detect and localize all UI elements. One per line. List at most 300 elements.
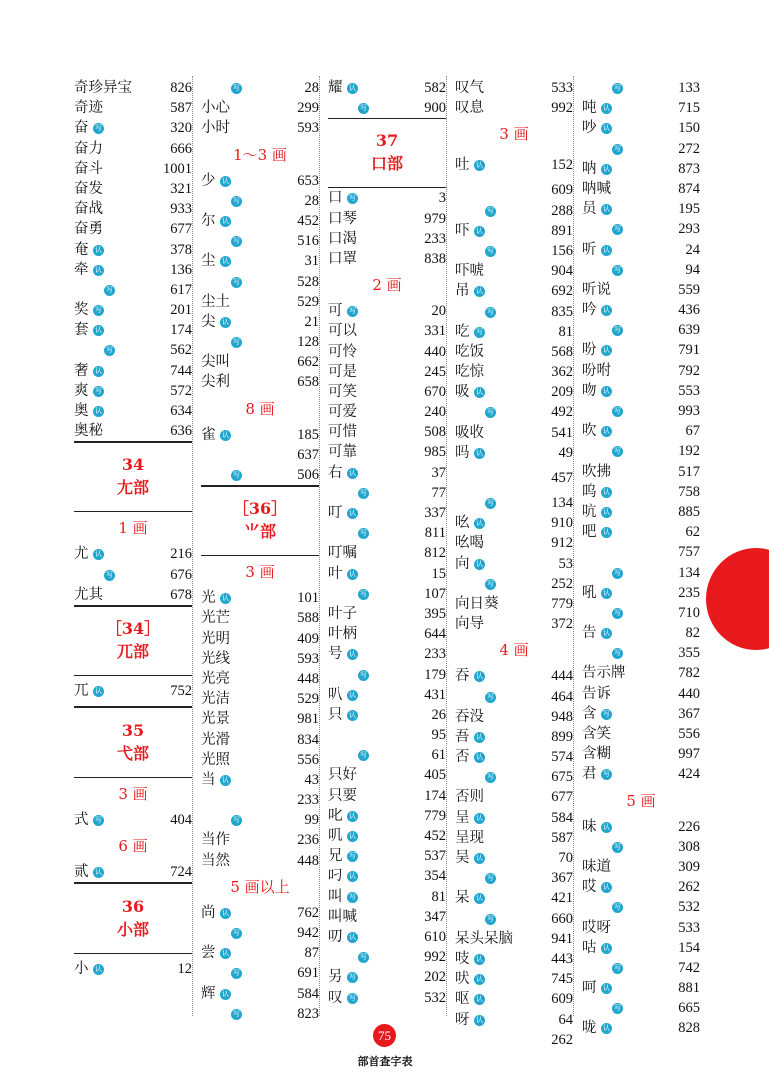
entry-page-number: 834 (297, 731, 319, 748)
entry-page-number: 562 (170, 342, 192, 359)
index-entry (582, 764, 700, 784)
entry-word: 叽 (328, 828, 343, 844)
index-entry (328, 382, 446, 402)
read-badge: 认 (603, 822, 610, 831)
entry-page-number: 152 (551, 157, 573, 174)
entry-word: 尖利 (201, 374, 230, 391)
index-entry (74, 544, 192, 564)
entry-word: 光芒 (201, 610, 230, 627)
write-badge: 写 (614, 407, 621, 415)
entry-page-number: 609 (551, 182, 573, 199)
index-entry (455, 221, 573, 241)
index-entry (455, 443, 573, 463)
index-entry (582, 219, 700, 239)
index-entry (74, 340, 192, 360)
index-entry (74, 78, 192, 98)
entry-page-number: 53 (558, 555, 573, 572)
radical-name: 口部 (370, 154, 403, 174)
index-entry (328, 422, 446, 442)
entry-word: 奋力 (74, 140, 103, 157)
entry-page-number: 692 (551, 283, 573, 300)
entry-word: 可 (328, 303, 343, 320)
read-badge: 认 (222, 989, 229, 998)
read-badge: 认 (222, 949, 229, 958)
index-entry (328, 229, 446, 249)
entry-page-number: 245 (424, 363, 446, 380)
entry-page-number: 308 (678, 838, 700, 855)
entry-page-number: 235 (678, 584, 700, 601)
entry-word: 奥 (74, 403, 89, 419)
index-entry (201, 984, 319, 1004)
write-badge: 写 (95, 386, 102, 395)
entry-page-number: 529 (297, 293, 319, 310)
index-entry (201, 810, 319, 830)
entry-word: 可靠 (328, 444, 357, 461)
entry-page-number: 873 (678, 160, 700, 177)
entry-page-number: 21 (304, 313, 319, 330)
entry-word: 尤 (74, 546, 89, 563)
write-badge: 写 (233, 471, 240, 479)
index-entry (582, 199, 700, 219)
entry-page-number: 409 (297, 630, 319, 647)
index-entry (328, 402, 446, 422)
entry-page-number: 405 (424, 767, 446, 784)
read-badge: 认 (95, 550, 102, 559)
entry-page-number: 910 (551, 515, 573, 532)
index-entry (582, 744, 700, 764)
index-entry (201, 669, 319, 689)
entry-word: 呵 (582, 980, 597, 997)
write-badge: 写 (349, 892, 356, 901)
index-entry (201, 608, 319, 628)
index-entry (328, 503, 446, 523)
entry-word: 吴 (455, 850, 470, 866)
index-entry (328, 604, 446, 624)
entry-page-number: 3 (438, 190, 446, 207)
index-entry (201, 903, 319, 923)
entry-page-number: 881 (678, 980, 700, 997)
entry-word: 叹气 (455, 80, 484, 96)
index-entry (328, 483, 446, 503)
index-entry (455, 302, 573, 322)
radical-section-heading (74, 443, 192, 511)
radical-number: ［34］ (105, 618, 161, 638)
entry-page-number: 320 (170, 120, 192, 137)
entry-page-number: 26 (431, 706, 446, 723)
entry-word: 咕 (582, 939, 597, 956)
entry-word: 尖叫 (201, 354, 230, 371)
entry-page-number: 758 (678, 483, 700, 500)
index-entry (455, 402, 573, 422)
entry-word: 吞 (455, 668, 470, 685)
entry-page-number: 209 (551, 384, 573, 401)
entry-page-number: 516 (297, 233, 319, 250)
write-badge: 写 (233, 969, 240, 978)
read-badge: 认 (222, 317, 229, 326)
write-badge: 写 (614, 84, 621, 92)
index-entry (328, 765, 446, 785)
read-badge: 认 (603, 943, 610, 952)
radical-number: 37 (375, 131, 399, 151)
entry-page-number: 610 (424, 928, 446, 945)
index-entry (201, 730, 319, 750)
entry-page-number: 617 (170, 281, 192, 298)
entry-word: 吱 (455, 950, 470, 967)
entry-page-number: 31 (304, 253, 319, 270)
entry-word: 吩咐 (582, 362, 611, 379)
index-entry (328, 564, 446, 584)
entry-word: 口 (328, 190, 343, 207)
entry-page-number: 811 (424, 525, 446, 542)
entry-page-number: 192 (678, 443, 700, 460)
entry-page-number: 715 (678, 100, 700, 117)
entry-page-number: 637 (297, 446, 319, 463)
entry-word: 另 (328, 969, 343, 986)
index-entry (74, 118, 192, 138)
read-badge: 认 (603, 487, 610, 496)
entry-word: 号 (328, 646, 343, 663)
index-entry (201, 689, 319, 709)
index-entry (328, 584, 446, 604)
read-badge: 认 (476, 813, 483, 822)
entry-page-number: 904 (551, 263, 573, 280)
read-badge: 认 (603, 104, 610, 113)
read-badge: 认 (95, 245, 102, 254)
entry-page-number: 431 (424, 686, 446, 703)
index-entry (582, 897, 700, 917)
read-badge: 认 (222, 176, 229, 185)
entry-page-number: 233 (424, 230, 446, 247)
entry-word: 吵 (582, 120, 597, 137)
index-entry (455, 949, 573, 969)
entry-page-number: 593 (297, 120, 319, 137)
write-badge: 写 (487, 773, 494, 782)
entry-page-number: 792 (678, 362, 700, 379)
write-badge: 写 (233, 196, 240, 205)
entry-word: 吨 (582, 100, 597, 117)
entry-page-number: 15 (431, 565, 446, 582)
index-entry (455, 929, 573, 949)
index-entry (582, 482, 700, 502)
entry-word: 呈 (455, 809, 470, 826)
entry-page-number: 440 (678, 685, 700, 702)
entry-word: 爽 (74, 382, 89, 399)
entry-page-number: 372 (551, 616, 573, 633)
index-entry (582, 401, 700, 421)
entry-word: 只好 (328, 767, 357, 784)
index-entry (455, 687, 573, 707)
index-entry (582, 381, 700, 401)
index-entry (582, 877, 700, 897)
write-badge: 写 (487, 307, 494, 316)
entry-word: 呆 (455, 890, 470, 907)
read-badge: 认 (476, 954, 483, 963)
index-entry (74, 240, 192, 260)
read-badge: 认 (349, 468, 356, 477)
write-badge: 写 (614, 568, 621, 577)
read-badge: 认 (476, 672, 483, 681)
index-entry (328, 927, 446, 947)
entry-page-number: 675 (551, 769, 573, 786)
entry-word: 奋勇 (74, 221, 103, 238)
entry-page-number: 174 (424, 787, 446, 804)
write-badge: 写 (487, 408, 494, 417)
index-column-5 (582, 78, 700, 1039)
entry-page-number: 179 (424, 666, 446, 683)
entry-page-number: 150 (678, 120, 700, 137)
read-badge: 认 (222, 594, 229, 603)
write-badge: 写 (95, 306, 102, 315)
index-entry (328, 209, 446, 229)
entry-page-number: 506 (297, 467, 319, 483)
read-badge: 认 (603, 883, 610, 892)
entry-word: 光照 (201, 751, 230, 768)
index-entry (455, 727, 573, 747)
entry-page-number: 436 (678, 302, 700, 319)
entry-page-number: 492 (551, 404, 573, 421)
entry-page-number: 24 (685, 241, 700, 258)
entry-page-number: 541 (551, 424, 573, 441)
index-entry (582, 1018, 700, 1038)
entry-page-number: 828 (678, 1020, 700, 1037)
write-badge: 写 (349, 993, 356, 1002)
entry-page-number: 636 (170, 423, 192, 440)
entry-page-number: 710 (678, 604, 700, 621)
entry-word: 可以 (328, 323, 357, 340)
index-entry (582, 502, 700, 522)
entry-page-number: 67 (685, 423, 700, 440)
entry-page-number: 452 (297, 212, 319, 229)
index-entry (455, 98, 573, 118)
radical-name: 小部 (116, 920, 149, 940)
entry-page-number: 556 (678, 726, 700, 742)
radical-section-heading (74, 884, 192, 953)
index-entry (328, 786, 446, 806)
entry-page-number: 584 (551, 809, 573, 826)
index-entry (328, 301, 446, 321)
index-entry (455, 828, 573, 848)
radical-section-heading (328, 119, 446, 187)
index-entry (455, 868, 573, 888)
entry-word: 光线 (201, 650, 230, 667)
entry-word: 尚 (201, 904, 216, 921)
index-entry (74, 300, 192, 320)
entry-page-number: 826 (170, 80, 192, 96)
entry-word: 叨 (328, 928, 343, 945)
index-entry (328, 523, 446, 543)
entry-word: 耀 (328, 80, 343, 96)
index-entry (582, 663, 700, 683)
index-entry (328, 342, 446, 362)
read-badge: 认 (603, 306, 610, 315)
entry-page-number: 49 (558, 444, 573, 461)
read-badge: 认 (476, 559, 483, 568)
index-entry (582, 462, 700, 482)
entry-page-number: 899 (551, 728, 573, 745)
entry-word: 吃惊 (455, 364, 484, 381)
index-entry (74, 401, 192, 421)
index-entry (328, 543, 446, 563)
entry-page-number: 62 (685, 524, 700, 541)
radical-number: ［36］ (232, 499, 288, 519)
read-badge: 认 (603, 124, 610, 133)
entry-word: 吻 (582, 382, 597, 399)
stroke-count-subheading: 2 画 (372, 276, 402, 295)
entry-page-number: 533 (551, 80, 573, 96)
index-entry (582, 159, 700, 179)
index-entry (455, 180, 573, 200)
entry-word: 奢 (74, 362, 89, 379)
entry-word: 可笑 (328, 383, 357, 400)
index-entry (74, 139, 192, 159)
entry-page-number: 572 (170, 382, 192, 399)
entry-word: 哎呀 (582, 919, 611, 936)
index-entry (201, 445, 319, 465)
entry-word: 吼 (582, 584, 597, 601)
write-badge: 写 (233, 929, 240, 937)
read-badge: 认 (222, 216, 229, 225)
read-badge: 认 (603, 507, 610, 516)
entry-page-number: 43 (304, 771, 319, 788)
entry-word: 小时 (201, 120, 230, 137)
write-badge: 写 (233, 338, 240, 347)
radical-section-heading (74, 708, 192, 777)
entry-page-number: 226 (678, 818, 700, 835)
index-entry (582, 998, 700, 1018)
entry-word: 叫喊 (328, 908, 357, 925)
index-entry (201, 923, 319, 943)
entry-page-number: 891 (551, 222, 573, 239)
entry-word: 吭 (582, 503, 597, 520)
entry-page-number: 582 (424, 80, 446, 96)
entry-page-number: 81 (558, 323, 573, 340)
entry-word: 尘土 (201, 293, 230, 310)
index-entry (582, 563, 700, 583)
index-entry (328, 665, 446, 685)
index-entry (328, 463, 446, 483)
entry-page-number: 532 (678, 899, 700, 916)
index-entry (74, 565, 192, 585)
entry-word: 光亮 (201, 670, 230, 687)
index-entry (201, 332, 319, 352)
read-badge: 认 (349, 932, 356, 941)
index-entry (455, 261, 573, 281)
entry-word: 员 (582, 201, 597, 218)
entry-page-number: 658 (297, 374, 319, 391)
index-entry (201, 292, 319, 312)
entry-page-number: 87 (304, 945, 319, 962)
entry-page-number: 216 (170, 546, 192, 563)
write-badge: 写 (360, 529, 367, 538)
index-entry (74, 381, 192, 401)
read-badge: 认 (603, 386, 610, 395)
index-entry (74, 676, 192, 706)
entry-page-number: 900 (424, 100, 446, 117)
index-entry (328, 887, 446, 907)
entry-page-number: 981 (297, 711, 319, 728)
entry-page-number: 665 (678, 1000, 700, 1017)
write-badge: 写 (487, 246, 494, 255)
entry-page-number: 556 (297, 751, 319, 768)
index-entry (455, 808, 573, 828)
entry-word: 尝 (201, 945, 216, 962)
entry-page-number: 979 (424, 210, 446, 227)
entry-word: 小 (74, 961, 89, 978)
read-badge: 认 (222, 775, 229, 784)
index-entry (455, 989, 573, 1009)
index-entry (201, 98, 319, 118)
entry-word: 呕 (455, 991, 470, 1008)
index-entry (328, 745, 446, 765)
page-number: 75 (373, 1024, 396, 1047)
entry-page-number: 752 (170, 682, 192, 699)
index-entry (455, 1010, 573, 1030)
write-badge: 写 (614, 265, 621, 274)
entry-page-number: 532 (424, 989, 446, 1006)
index-entry (582, 98, 700, 118)
entry-page-number: 395 (424, 605, 446, 622)
entry-page-number: 588 (297, 610, 319, 627)
entry-page-number: 337 (424, 505, 446, 521)
entry-page-number: 367 (678, 705, 700, 722)
stroke-count-subheading: 3 画 (245, 563, 275, 582)
index-entry (328, 846, 446, 866)
index-entry (201, 425, 319, 445)
entry-word: 奖 (74, 302, 89, 319)
index-entry (328, 98, 446, 118)
entry-page-number: 676 (170, 566, 192, 583)
entry-word: 奇珍异宝 (74, 80, 132, 96)
index-entry (455, 463, 573, 493)
index-entry (455, 888, 573, 908)
entry-page-number: 421 (551, 890, 573, 907)
stroke-count-subheading: 3 画 (118, 784, 148, 803)
read-badge: 认 (603, 427, 610, 436)
index-entry (201, 312, 319, 332)
index-entry (455, 848, 573, 868)
read-badge: 认 (603, 346, 610, 355)
entry-page-number: 299 (297, 100, 319, 117)
entry-word: 吃 (455, 323, 470, 340)
index-entry (201, 750, 319, 770)
entry-word: 吓 (455, 222, 470, 239)
index-entry (201, 191, 319, 211)
read-badge: 认 (349, 650, 356, 659)
index-entry (582, 522, 700, 542)
entry-word: 哎 (582, 879, 597, 896)
index-entry (455, 574, 573, 594)
index-entry (455, 707, 573, 727)
write-badge: 写 (487, 499, 494, 507)
index-entry (582, 320, 700, 340)
entry-page-number: 1001 (163, 160, 192, 177)
radical-number: 35 (121, 720, 145, 740)
write-badge: 写 (614, 608, 621, 617)
read-badge: 认 (603, 629, 610, 638)
index-entry (582, 643, 700, 663)
index-entry (582, 78, 700, 98)
entry-page-number: 742 (678, 959, 700, 976)
index-entry (455, 666, 573, 686)
read-badge: 认 (349, 710, 356, 719)
radical-section-heading (74, 607, 192, 675)
entry-word: 套 (74, 322, 89, 339)
entry-word: 叶子 (328, 605, 357, 622)
entry-page-number: 660 (551, 910, 573, 927)
entry-page-number: 77 (431, 484, 446, 501)
entry-page-number: 528 (297, 273, 319, 290)
write-badge: 写 (614, 225, 621, 234)
